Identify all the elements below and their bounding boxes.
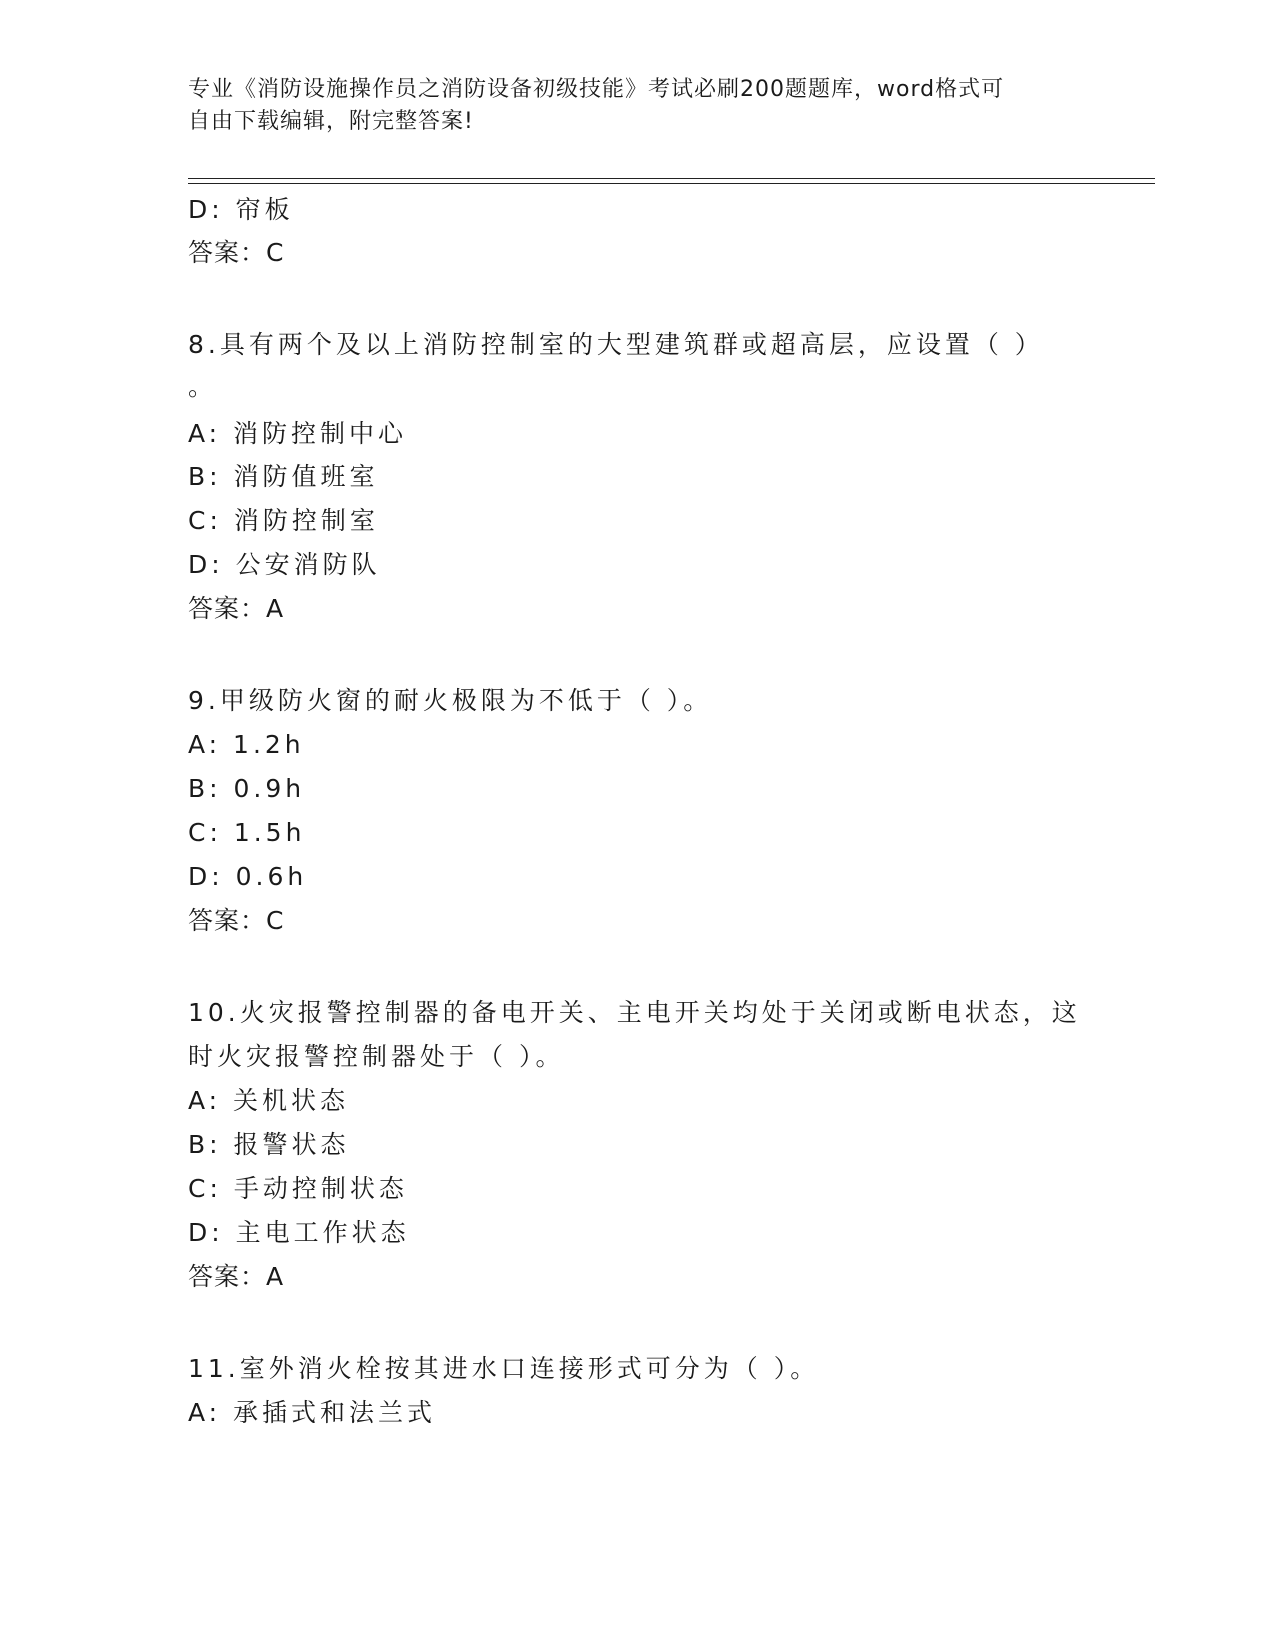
header-divider-bottom bbox=[188, 183, 1155, 184]
q8-answer: 答案：A bbox=[188, 594, 285, 623]
q10-stem-line-1: 10.火灾报警控制器的备电开关、主电开关均处于关闭或断电状态，这 bbox=[188, 998, 1081, 1027]
q7-answer: 答案：C bbox=[188, 238, 285, 267]
q8-option-c: C: 消防控制室 bbox=[188, 506, 379, 535]
document-header bbox=[188, 74, 1068, 138]
q9-option-b: B: 0.9h bbox=[188, 774, 306, 803]
q8-option-b: B: 消防值班室 bbox=[188, 462, 379, 491]
q10-stem-line-2: 时火灾报警控制器处于（ ）。 bbox=[188, 1042, 565, 1071]
header-line-1: 专业《消防设施操作员之消防设备初级技能》考试必刷200题题库，word格式可 bbox=[188, 77, 1005, 102]
q11-option-a: A: 承插式和法兰式 bbox=[188, 1398, 437, 1427]
q10-answer: 答案：A bbox=[188, 1262, 285, 1291]
q8-stem-line-1: 8.具有两个及以上消防控制室的大型建筑群或超高层，应设置（ ） bbox=[188, 330, 1044, 359]
q9-option-a: A: 1.2h bbox=[188, 730, 305, 759]
header-line-2: 自由下载编辑，附完整答案! bbox=[188, 109, 474, 134]
q8-option-a: A: 消防控制中心 bbox=[188, 419, 408, 448]
q10-option-b: B: 报警状态 bbox=[188, 1130, 350, 1159]
q9-option-c: C: 1.5h bbox=[188, 818, 306, 847]
q11-stem: 11.室外消火栓按其进水口连接形式可分为（ ）。 bbox=[188, 1354, 820, 1383]
q10-option-a: A: 关机状态 bbox=[188, 1086, 350, 1115]
q10-option-c: C: 手动控制状态 bbox=[188, 1174, 408, 1203]
header-divider-top bbox=[188, 178, 1155, 179]
q9-stem: 9.甲级防火窗的耐火极限为不低于（ ）。 bbox=[188, 686, 713, 715]
q9-answer: 答案：C bbox=[188, 906, 285, 935]
q10-option-d: D: 主电工作状态 bbox=[188, 1218, 410, 1247]
q9-option-d: D: 0.6h bbox=[188, 862, 308, 891]
q8-stem-line-2: 。 bbox=[188, 372, 218, 401]
q7-option-d: D: 帘板 bbox=[188, 195, 294, 224]
q8-option-d: D: 公安消防队 bbox=[188, 550, 381, 579]
